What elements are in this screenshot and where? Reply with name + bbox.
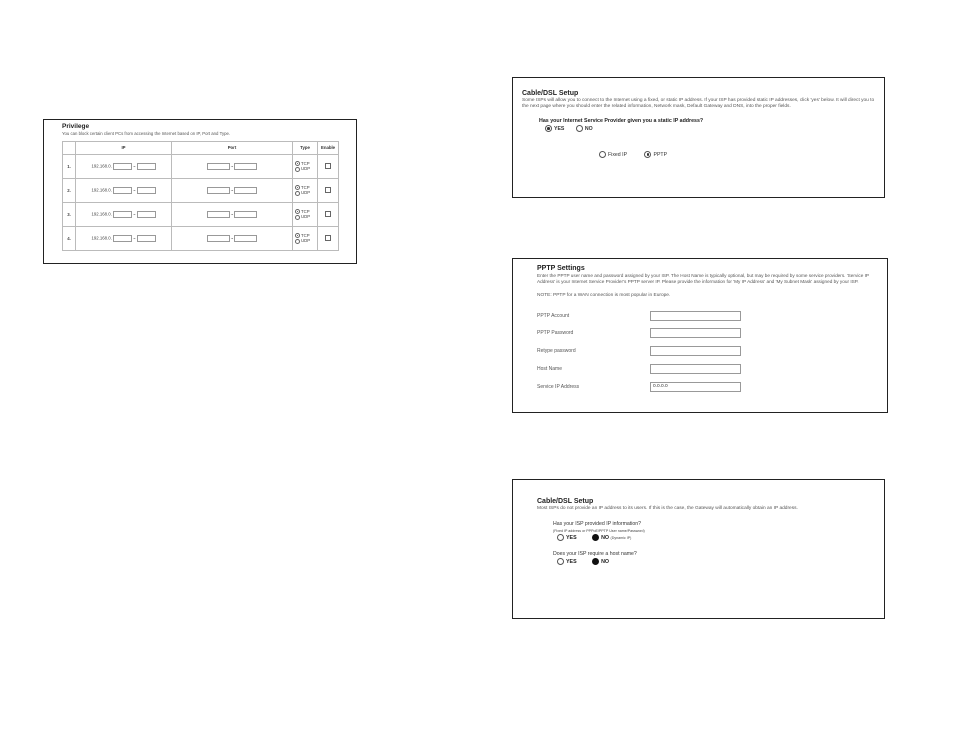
pptp-form-row <box>537 378 879 396</box>
cable-dsl-dynamic-panel <box>512 479 885 619</box>
host-name-question: Does your ISP require a host name? <box>553 551 637 558</box>
udp-label: UDP <box>301 214 311 220</box>
host-name-yes-option[interactable] <box>557 558 577 565</box>
enable-cell <box>318 154 339 178</box>
privilege-description: You can block certain client PCs from accessing the Internet based on IP, Port and Type. <box>62 131 231 136</box>
ip-info-question: Has your ISP provided IP information? <box>553 521 642 528</box>
port-range-cell <box>172 154 293 178</box>
enable-cell <box>318 226 339 250</box>
ip-end-input[interactable] <box>137 163 156 170</box>
port-range-separator: ~ <box>230 187 234 193</box>
cable-dynamic-title: Cable/DSL Setup <box>537 498 594 505</box>
port-range-cell <box>172 202 293 226</box>
enable-cell <box>318 202 339 226</box>
ip-prefix: 192.168.0. <box>91 235 112 241</box>
static-ip-question: Has your Internet Service Provider given you a static IP address? <box>539 117 704 124</box>
host-name-no-label: NO <box>601 559 610 566</box>
row-number: 2. <box>63 178 76 202</box>
enable-checkbox[interactable] <box>325 187 331 193</box>
ip-range-cell <box>76 202 172 226</box>
ip-range-cell <box>76 154 172 178</box>
connection-type-options <box>599 151 876 158</box>
tcp-label: TCP <box>301 232 310 238</box>
ip-info-yes-radio[interactable] <box>557 534 564 541</box>
fixed-ip-label: Fixed IP <box>608 151 628 158</box>
host-name-no-option[interactable] <box>592 558 609 565</box>
type-cell <box>293 202 318 226</box>
ip-info-yes-option[interactable] <box>557 534 577 541</box>
ip-info-no-option[interactable] <box>592 534 631 541</box>
ip-prefix: 192.168.0. <box>91 211 112 217</box>
pptp-form-row <box>537 324 879 342</box>
udp-option[interactable] <box>293 238 317 244</box>
ip-start-input[interactable] <box>113 211 132 218</box>
privilege-title: Privilege <box>62 123 90 130</box>
privilege-table <box>62 141 339 251</box>
pptp-field-input[interactable] <box>650 346 741 356</box>
port-end-input[interactable] <box>234 211 257 218</box>
cable-dsl-static-panel <box>512 77 885 198</box>
tcp-label: TCP <box>301 208 310 214</box>
header-port: Port <box>172 141 293 154</box>
static-no-option[interactable] <box>576 125 593 132</box>
ip-end-input[interactable] <box>137 211 156 218</box>
row-number: 4. <box>63 226 76 250</box>
pptp-form-row <box>537 342 879 360</box>
ip-range-separator: ~ <box>133 235 136 241</box>
tcp-label: TCP <box>301 160 310 166</box>
ip-info-question-sub: (Fixed IP address or PPPoE/PPTP User name/Password) <box>553 529 645 534</box>
table-row <box>63 226 339 250</box>
table-row <box>63 154 339 178</box>
ip-start-input[interactable] <box>113 163 132 170</box>
static-yes-label: YES <box>554 125 565 132</box>
port-end-input[interactable] <box>234 187 257 194</box>
ip-info-no-label: NO <box>601 535 610 542</box>
port-end-input[interactable] <box>234 163 257 170</box>
static-yes-option[interactable] <box>545 125 564 132</box>
enable-checkbox[interactable] <box>325 235 331 241</box>
type-cell <box>293 226 318 250</box>
port-range-cell <box>172 226 293 250</box>
type-cell <box>293 178 318 202</box>
cable-dynamic-description: Most ISPs do not provide an IP address to its users. If this is the case, the Gateway will automatically obtain an IP address. <box>537 506 798 511</box>
table-row <box>63 202 339 226</box>
ip-prefix: 192.168.0. <box>91 187 112 193</box>
pptp-label: PPTP <box>653 151 668 158</box>
pptp-field-input[interactable] <box>650 364 741 374</box>
ip-start-input[interactable] <box>113 235 132 242</box>
host-name-yes-radio[interactable] <box>557 558 564 565</box>
pptp-field-label: Service IP Address <box>537 383 580 390</box>
ip-info-no-radio[interactable] <box>592 534 599 541</box>
header-ip: IP <box>76 141 172 154</box>
host-name-no-radio[interactable] <box>592 558 599 565</box>
ip-end-input[interactable] <box>137 235 156 242</box>
udp-label: UDP <box>301 190 311 196</box>
pptp-field-input[interactable]: 0.0.0.0 <box>650 382 741 392</box>
cable-static-title: Cable/DSL Setup <box>522 90 579 97</box>
static-ip-options <box>545 125 876 132</box>
ip-range-cell <box>76 178 172 202</box>
pptp-field-label: Retype password <box>537 348 576 355</box>
privilege-panel <box>43 119 357 264</box>
header-number <box>63 141 76 154</box>
header-enable: Enable <box>318 141 339 154</box>
row-number: 3. <box>63 202 76 226</box>
udp-label: UDP <box>301 166 311 172</box>
static-no-label: NO <box>584 125 593 132</box>
header-type: Type <box>293 141 318 154</box>
pptp-field-label: Host Name <box>537 365 563 372</box>
privilege-table-header <box>63 141 339 154</box>
ip-info-yes-label: YES <box>566 535 577 542</box>
enable-checkbox[interactable] <box>325 211 331 217</box>
type-cell <box>293 154 318 178</box>
pptp-field-label: PPTP Account <box>537 312 570 319</box>
port-range-separator: ~ <box>230 235 234 241</box>
pptp-form <box>537 307 879 396</box>
port-end-input[interactable] <box>234 235 257 242</box>
ip-prefix: 192.168.0. <box>91 163 112 169</box>
port-range-separator: ~ <box>230 163 234 169</box>
udp-option[interactable] <box>293 166 317 172</box>
udp-radio[interactable] <box>295 239 300 244</box>
pptp-field-input[interactable] <box>650 328 741 338</box>
pptp-settings-panel <box>512 258 888 413</box>
static-yes-radio[interactable] <box>545 125 552 132</box>
pptp-form-row <box>537 307 879 325</box>
tcp-label: TCP <box>301 184 310 190</box>
ip-range-cell <box>76 226 172 250</box>
ip-range-separator: ~ <box>133 163 136 169</box>
fixed-ip-option[interactable] <box>599 151 627 158</box>
udp-label: UDP <box>301 238 311 244</box>
pptp-title: PPTP Settings <box>537 265 585 272</box>
dynamic-ip-note: (Dynamic IP) <box>610 536 632 541</box>
udp-option[interactable] <box>293 214 317 220</box>
ip-end-input[interactable] <box>137 187 156 194</box>
row-number: 1. <box>63 154 76 178</box>
enable-cell <box>318 178 339 202</box>
port-range-separator: ~ <box>230 211 234 217</box>
ip-start-input[interactable] <box>113 187 132 194</box>
udp-radio[interactable] <box>295 215 300 220</box>
enable-checkbox[interactable] <box>325 163 331 169</box>
port-start-input[interactable] <box>207 235 230 242</box>
pptp-description: Enter the PPTP user name and password assigned by your ISP. The Host Name is typically optional, but may be required by some service providers. 'Service IP Address' is your Internet Service Provider's PPTP server IP. Please provide the information for 'My IP Address' and 'My Subnet Mask' assigned by your ISP. <box>537 273 869 285</box>
port-start-input[interactable] <box>207 163 230 170</box>
port-range-cell <box>172 178 293 202</box>
pptp-field-label: PPTP Password <box>537 330 574 337</box>
cable-static-description: Some ISPs will allow you to connect to the Internet using a fixed, or static IP address. If your ISP has provided static IP addresses, click 'yes' below. It will direct you to the next page where you should enter the related information, Network mask, Default Gateway and DNS, into the proper fields. <box>522 98 875 110</box>
static-no-radio[interactable] <box>576 125 583 132</box>
ip-info-options <box>557 534 876 541</box>
ip-range-separator: ~ <box>133 211 136 217</box>
pptp-radio[interactable] <box>644 151 651 158</box>
fixed-ip-radio[interactable] <box>599 151 606 158</box>
udp-radio[interactable] <box>295 191 300 196</box>
ip-range-separator: ~ <box>133 187 136 193</box>
udp-radio[interactable] <box>295 167 300 172</box>
udp-option[interactable] <box>293 190 317 196</box>
port-start-input[interactable] <box>207 211 230 218</box>
port-start-input[interactable] <box>207 187 230 194</box>
host-name-yes-label: YES <box>566 559 577 566</box>
pptp-note: NOTE: PPTP for a WAN connection is most popular in Europe. <box>537 292 671 298</box>
host-name-options <box>557 558 876 565</box>
pptp-option[interactable] <box>644 151 667 158</box>
pptp-form-row <box>537 360 879 378</box>
pptp-field-input[interactable] <box>650 311 741 321</box>
table-row <box>63 178 339 202</box>
